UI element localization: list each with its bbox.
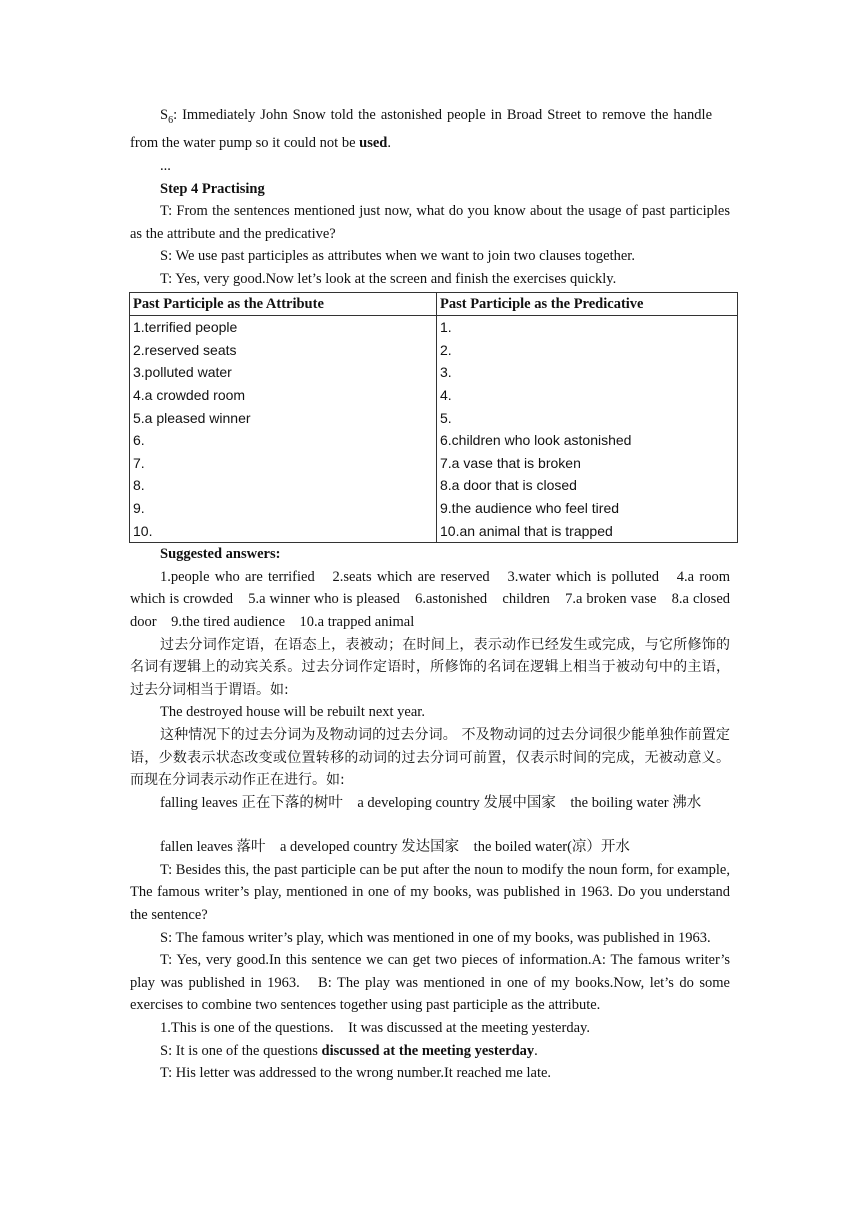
table-cell: 6. <box>133 432 145 449</box>
table-body-row <box>130 316 738 543</box>
table-cell: 10. <box>133 522 153 539</box>
document-page <box>130 104 730 1085</box>
table-header-row <box>130 292 738 316</box>
step4-heading: Step 4 Practising <box>160 180 265 197</box>
participle-table <box>129 292 738 544</box>
example-pairs-2: fallen leaves 落叶 a developed country 发达国家 the boiled water(凉）开水 <box>160 839 630 856</box>
table-cell: 7. <box>133 454 145 471</box>
example-sentence: The destroyed house will be rebuilt next year. <box>160 704 425 721</box>
teacher-question: T: From the sentences mentioned just now, what do you know about the usage of past participles as the attribute and the predicative? <box>130 203 730 242</box>
table-cell: 5. <box>440 409 452 426</box>
table-cell: 2. <box>440 341 452 358</box>
answer-end: . <box>534 1042 538 1059</box>
grammar-note-1: 过去分词作定语，在语态上，表被动；在时间上，表示动作已经发生或完成，与它所修饰的名词有逻辑上的动宾关系。过去分词作定语时，所修饰的名词在逻辑上相当于被动句中的主语，过去分词相当于谓语。如: <box>130 636 730 698</box>
answer-bold: discussed at the meeting yesterday <box>321 1042 535 1059</box>
grammar-note-2: 这种情况下的过去分词为及物动词的过去分词。 不及物动词的过去分词很少能单独作前置定语，少数表示状态改变或位置转移的动词的过去分词可前置，仅表示时间的完成，无被动意义。而现在分词表示动作正在进行。如: <box>130 726 730 789</box>
table-cell: 1. <box>440 319 452 336</box>
table-cell: 8. <box>133 477 145 494</box>
example-pairs-1: falling leaves 正在下落的树叶 a developing country 发展中国家 the boiling water 沸水 <box>160 794 702 811</box>
student-rewrite: S: The famous writer’s play, which was mentioned in one of my books, was published in 1963. <box>160 929 711 946</box>
student-answer-1 <box>130 1040 730 1063</box>
header-attribute: Past Participle as the Attribute <box>130 292 437 316</box>
teacher-instruction: T: Yes, very good.Now let’s look at the screen and finish the exercises quickly. <box>160 271 617 288</box>
table-cell: 10.an animal that is trapped <box>440 522 613 539</box>
teacher-explanation: T: Besides this, the past participle can be put after the noun to modify the noun form, for example, The famous writer’s play, mentioned in one of my books, was published in 1963. Do you understand the sentence? <box>130 861 730 924</box>
speaker-s: S <box>160 107 169 123</box>
answers-text: 1.people who are terrified 2.seats which are reserved 3.water which is polluted 4.a room which is crowded 5.a winner who is pleased 6.astonished children 7.a broken vase 8.a closed door 9.the tired audience 10.a trapped animal <box>130 568 730 630</box>
table-cell: 4. <box>440 387 452 404</box>
table-cell: 9. <box>133 499 145 516</box>
exercise-2: T: His letter was addressed to the wrong number.It reached me late. <box>160 1065 552 1082</box>
teacher-info: T: Yes, very good.In this sentence we can get two pieces of information.A: The famous writer’s play was published in 1963. B: The play was mentioned in one of my books.Now, let’s do some exercises to combine two sentences together using past participle as the attribute. <box>130 952 730 1014</box>
table-cell: 7.a vase that is broken <box>440 454 581 471</box>
table-cell: 3. <box>440 364 452 381</box>
answer-prefix: S: It is one of the questions <box>160 1042 318 1059</box>
table-cell: 8.a door that is closed <box>440 477 577 494</box>
s6-end: . <box>387 135 391 152</box>
table-cell: 1.terrified people <box>133 319 238 336</box>
speaker-subscript: 6 <box>168 114 174 126</box>
header-predicative: Past Participle as the Predicative <box>437 292 738 316</box>
table-cell: 4.a crowded room <box>133 387 246 404</box>
ellipsis: ... <box>160 158 171 175</box>
table-cell: 2.reserved seats <box>133 341 237 358</box>
s6-paragraph <box>130 104 730 155</box>
predicative-column <box>437 316 738 543</box>
table-cell: 3.polluted water <box>133 364 232 381</box>
table-cell: 9.the audience who feel tired <box>440 499 620 516</box>
student-answer: S: We use past participles as attributes when we want to join two clauses together. <box>160 248 635 265</box>
table-cell: 6.children who look astonished <box>440 432 632 449</box>
attribute-column <box>130 316 437 543</box>
s6-text-2: from the water pump so it could not be <box>130 135 356 152</box>
s6-text: : Immediately John Snow told the astonished people in Broad Street to remove the handle <box>173 107 712 123</box>
table-cell: 5.a pleased winner <box>133 409 251 426</box>
exercise-1: 1.This is one of the questions. It was discussed at the meeting yesterday. <box>160 1020 590 1037</box>
answers-heading: Suggested answers: <box>160 546 281 563</box>
bold-used: used <box>359 135 388 152</box>
